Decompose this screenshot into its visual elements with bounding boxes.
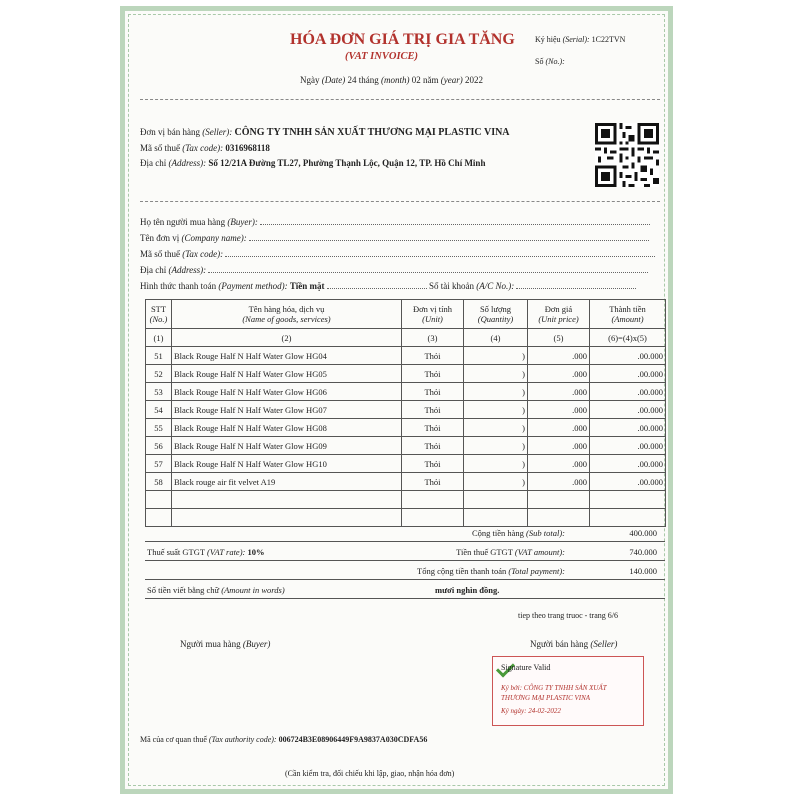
empty-row bbox=[146, 491, 666, 509]
column-header: Số lượng (Quantity) bbox=[464, 300, 528, 329]
signed-by-text: Ký bởi: CÔNG TY TNHH SẢN XUẤT THƯƠNG MẠI PLASTIC VINA bbox=[501, 684, 607, 702]
cell-name: Black Rouge Half N Half Water Glow HG09 bbox=[172, 437, 402, 455]
subtotal-row: Cộng tiền hàng (Sub total): 400.000 bbox=[145, 525, 665, 542]
cell-qty: ) bbox=[464, 383, 528, 401]
cell-unit: Thỏi bbox=[402, 347, 464, 365]
cell-amount: .00.000 bbox=[590, 347, 666, 365]
seller-divider bbox=[140, 201, 660, 202]
invoice-date: Ngày (Date) 24 tháng (month) 02 năm (year) 2022 bbox=[300, 75, 483, 85]
cell-qty: ) bbox=[464, 401, 528, 419]
cell-qty: ) bbox=[464, 365, 528, 383]
table-header-row bbox=[146, 300, 666, 329]
signature-valid-text: Signature Valid bbox=[501, 663, 551, 672]
cell-unit: Thỏi bbox=[402, 437, 464, 455]
qr-code-icon bbox=[595, 123, 659, 187]
cell-name: Black Rouge Half N Half Water Glow HG05 bbox=[172, 365, 402, 383]
cell-no: 53 bbox=[146, 383, 172, 401]
cell-no: 54 bbox=[146, 401, 172, 419]
header-divider bbox=[140, 99, 660, 100]
cell-unit: Thỏi bbox=[402, 401, 464, 419]
cell-no: 58 bbox=[146, 473, 172, 491]
cell-price: .000 bbox=[528, 365, 590, 383]
cell-no: 51 bbox=[146, 347, 172, 365]
subtotal-value: 400.000 bbox=[629, 528, 657, 538]
invoice-subtitle: (VAT INVOICE) bbox=[345, 51, 419, 62]
cell-name: Black Rouge Half N Half Water Glow HG04 bbox=[172, 347, 402, 365]
cell-no: 56 bbox=[146, 437, 172, 455]
vat-row: Thuế suất GTGT (VAT rate): 10% Tiền thuế GTGT (VAT amount): 740.000 bbox=[145, 544, 665, 561]
cell-qty: ) bbox=[464, 437, 528, 455]
cell-amount: .00.000 bbox=[590, 419, 666, 437]
empty-row bbox=[146, 509, 666, 527]
signed-date-text: Ký ngày: 24-02-2022 bbox=[501, 707, 561, 715]
seller-tax-row: Mã số thuế (Tax code): 0316968118 bbox=[140, 143, 270, 153]
invoice-serial: Ký hiệu (Serial): 1C22TVN bbox=[535, 35, 626, 44]
buyer-company-row: Tên đơn vị (Company name): bbox=[140, 231, 649, 243]
buyer-address-row: Địa chỉ (Address): bbox=[140, 263, 648, 275]
invoice-title: HÓA ĐƠN GIÁ TRỊ GIA TĂNG bbox=[290, 31, 515, 48]
table-row bbox=[146, 347, 666, 365]
cell-price: .000 bbox=[528, 347, 590, 365]
cell-amount: .00.000 bbox=[590, 437, 666, 455]
amount-words-row: Số tiền viết bằng chữ (Amount in words) mươi nghìn đồng. bbox=[145, 582, 665, 599]
tax-authority-code-row: Mã của cơ quan thuế (Tax authority code): 006724B3E08906449F9A9837A030CDFA56 bbox=[140, 735, 428, 744]
seller-name-row: Đơn vị bán hàng (Seller): CÔNG TY TNHH SẢN XUẤT THƯƠNG MẠI PLASTIC VINA bbox=[140, 127, 510, 138]
cell-price: .000 bbox=[528, 473, 590, 491]
column-index: (3) bbox=[402, 329, 464, 347]
cell-no: 57 bbox=[146, 455, 172, 473]
table-row bbox=[146, 419, 666, 437]
vat-amount-value: 740.000 bbox=[629, 547, 657, 557]
column-index: (4) bbox=[464, 329, 528, 347]
cell-price: .000 bbox=[528, 383, 590, 401]
column-index: (2) bbox=[172, 329, 402, 347]
total-row: Tổng cộng tiền thanh toán (Total payment): 140.000 bbox=[145, 563, 665, 580]
amount-words-value: mươi nghìn đồng. bbox=[435, 585, 500, 595]
verification-note: (Cần kiểm tra, đối chiếu khi lập, giao, nhận hóa đơn) bbox=[285, 769, 455, 778]
invoice-sheet bbox=[120, 6, 673, 794]
digital-signature-box bbox=[492, 656, 644, 726]
cell-no: 52 bbox=[146, 365, 172, 383]
cell-qty: ) bbox=[464, 347, 528, 365]
column-header: Đơn vị tính (Unit) bbox=[402, 300, 464, 329]
cell-unit: Thỏi bbox=[402, 419, 464, 437]
table-row bbox=[146, 473, 666, 491]
buyer-signature-label: Người mua hàng (Buyer) bbox=[180, 639, 271, 649]
page-continuation: tiep theo trang truoc - trang 6/6 bbox=[518, 611, 618, 620]
cell-unit: Thỏi bbox=[402, 455, 464, 473]
cell-name: Black Rouge Half N Half Water Glow HG10 bbox=[172, 455, 402, 473]
cell-name: Black Rouge Half N Half Water Glow HG06 bbox=[172, 383, 402, 401]
column-header: Tên hàng hóa, dịch vụ (Name of goods, services) bbox=[172, 300, 402, 329]
table-row bbox=[146, 455, 666, 473]
cell-qty: ) bbox=[464, 455, 528, 473]
seller-signature-label: Người bán hàng (Seller) bbox=[530, 639, 618, 649]
cell-price: .000 bbox=[528, 401, 590, 419]
cell-unit: Thỏi bbox=[402, 365, 464, 383]
column-header: Thành tiền (Amount) bbox=[590, 300, 666, 329]
cell-amount: .00.000 bbox=[590, 365, 666, 383]
column-header: Đơn giá (Unit price) bbox=[528, 300, 590, 329]
items-table bbox=[145, 299, 666, 527]
cell-price: .000 bbox=[528, 419, 590, 437]
cell-amount: .00.000 bbox=[590, 401, 666, 419]
cell-amount: .00.000 bbox=[590, 473, 666, 491]
cell-name: Black rouge air fit velvet A19 bbox=[172, 473, 402, 491]
payment-method-row: Hình thức thanh toán (Payment method): Tiền mặt Số tài khoản (A/C No.): bbox=[140, 279, 636, 291]
cell-amount: .00.000 bbox=[590, 383, 666, 401]
cell-qty: ) bbox=[464, 473, 528, 491]
cell-name: Black Rouge Half N Half Water Glow HG08 bbox=[172, 419, 402, 437]
column-index: (1) bbox=[146, 329, 172, 347]
table-row bbox=[146, 437, 666, 455]
cell-unit: Thỏi bbox=[402, 473, 464, 491]
cell-name: Black Rouge Half N Half Water Glow HG07 bbox=[172, 401, 402, 419]
seller-address-row: Địa chỉ (Address): Số 12/21A Đường TL27, Phường Thạnh Lộc, Quận 12, TP. Hồ Chí Minh bbox=[140, 158, 486, 168]
buyer-name-row: Họ tên người mua hàng (Buyer): bbox=[140, 215, 650, 227]
table-index-row bbox=[146, 329, 666, 347]
buyer-tax-row: Mã số thuế (Tax code): bbox=[140, 247, 655, 259]
cell-unit: Thỏi bbox=[402, 383, 464, 401]
column-header: STT (No.) bbox=[146, 300, 172, 329]
invoice-number: Số (No.): bbox=[535, 57, 565, 66]
cell-price: .000 bbox=[528, 437, 590, 455]
table-row bbox=[146, 383, 666, 401]
total-value: 140.000 bbox=[629, 566, 657, 576]
cell-no: 55 bbox=[146, 419, 172, 437]
table-row bbox=[146, 365, 666, 383]
column-index: (6)=(4)x(5) bbox=[590, 329, 666, 347]
table-row bbox=[146, 401, 666, 419]
cell-amount: .00.000 bbox=[590, 455, 666, 473]
column-index: (5) bbox=[528, 329, 590, 347]
cell-qty: ) bbox=[464, 419, 528, 437]
cell-price: .000 bbox=[528, 455, 590, 473]
